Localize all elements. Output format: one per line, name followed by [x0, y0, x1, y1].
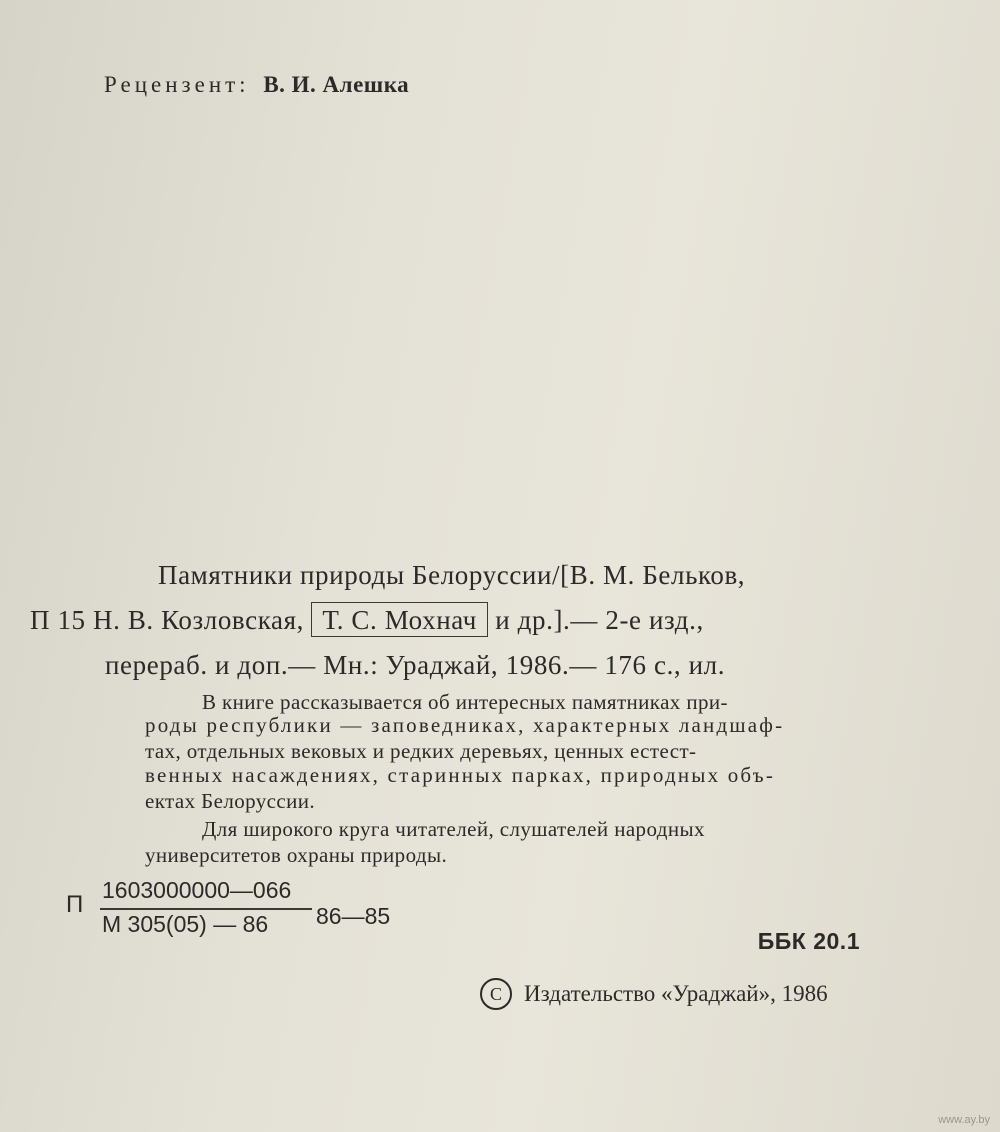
- bib-line-3: перераб. и доп.— Мн.: Ураджай, 1986.— 176 с., ил.: [105, 650, 726, 680]
- reviewer-name: В. И. Алешка: [263, 72, 410, 97]
- abstract-line-5: ектах Белоруссии.: [145, 789, 316, 813]
- copyright-line: [480, 978, 828, 1010]
- fraction-line: [100, 908, 312, 910]
- bib-line-1: Памятники природы Белоруссии/[В. М. Бельков,: [158, 560, 746, 590]
- abstract-line-1: В книге рассказывается об интересных памятниках при-: [202, 690, 728, 714]
- reviewer-label: Рецензент:: [104, 72, 250, 97]
- abstract-line-7: университетов охраны природы.: [145, 843, 448, 867]
- catalog-denominator: М 305(05) — 86: [102, 911, 269, 937]
- copyright-text: Издательство «Ураджай», 1986: [524, 981, 828, 1006]
- abstract-line-6: Для широкого круга читателей, слушателей народных: [202, 817, 705, 841]
- catalog-suffix: 86—85: [316, 903, 391, 929]
- abstract-line-4: венных насаждениях, старинных парках, природных объ-: [145, 763, 776, 787]
- watermark: www.ay.by: [938, 1114, 990, 1126]
- copyright-icon: C: [480, 978, 512, 1010]
- boxed-author-name: Т. С. Мохнач: [311, 602, 488, 637]
- abstract-line-3: тах, отдельных вековых и редких деревьях, ценных естест-: [145, 739, 697, 763]
- abstract-line-2: роды республики — заповедниках, характерных ландшаф-: [145, 713, 785, 737]
- bib-authors-b: и др.].— 2-е изд.,: [495, 605, 704, 635]
- bib-authors-a: Н. В. Козловская,: [93, 605, 304, 635]
- catalog-numerator: 1603000000—066: [102, 877, 292, 903]
- bib-line-2: [30, 602, 704, 637]
- bbk-code: ББК 20.1: [757, 928, 860, 954]
- bib-code: П 15: [30, 605, 86, 635]
- catalog-prefix: П: [66, 891, 84, 918]
- reviewer-line: [104, 72, 409, 98]
